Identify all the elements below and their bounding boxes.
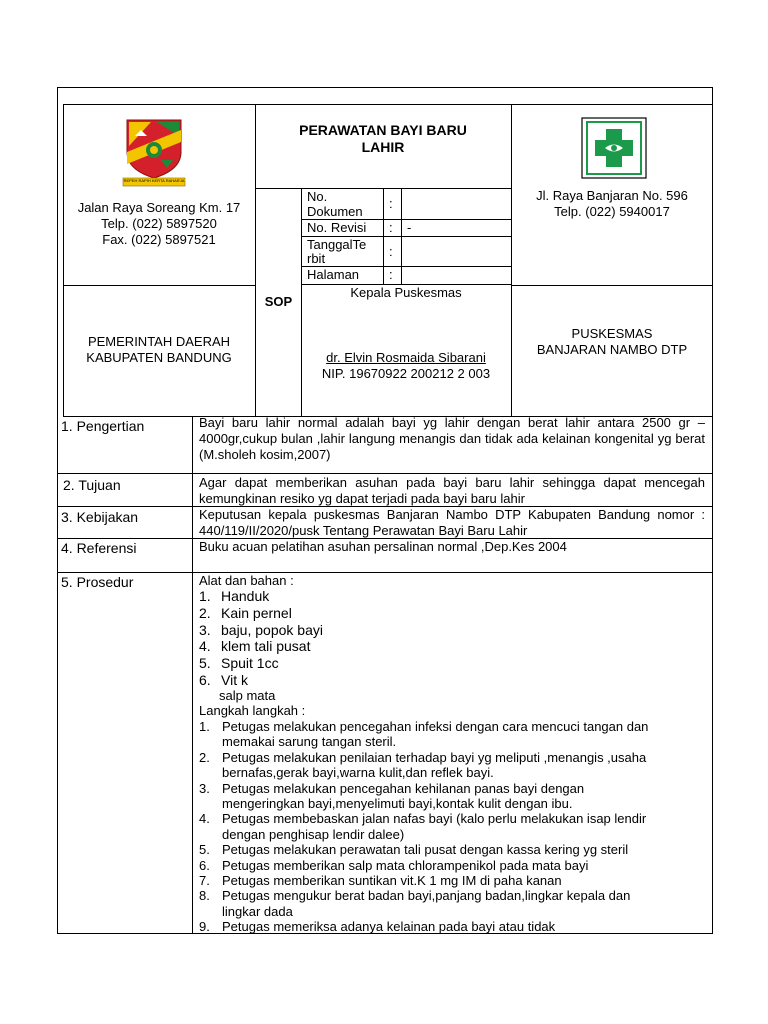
langkah-item-number: 2. (199, 749, 210, 765)
alat-item-number: 6. (199, 672, 211, 688)
header-top-line (63, 104, 713, 105)
body-label-col (192, 416, 193, 934)
section-text-tujuan: Agar dapat memberikan asuhan pada bayi baru lahir sehingga dapat mencegah kemungkinan resiko yg dapat terjadi pada bayi baru lahir (199, 475, 705, 506)
langkah-item-line: Petugas memberikan suntikan vit.K 1 mg IM di paha kanan (222, 873, 562, 888)
header-col-2 (511, 104, 512, 416)
section-label-pengertian: 1. Pengertian (61, 418, 145, 434)
docfield-colon-4: : (389, 267, 393, 282)
outer-left-border (57, 87, 58, 934)
alat-item: baju, popok bayi (221, 621, 323, 638)
docfield-label-halaman: Halaman (307, 267, 360, 282)
docfield-label-no-revisi: No. Revisi (307, 220, 367, 235)
alat-item-number: 5. (199, 655, 211, 672)
alat-item: klem tali pusat (221, 638, 311, 655)
header-mid-left (63, 285, 256, 286)
docfield-colon-3: : (389, 244, 393, 259)
docfield-colon-col-right (401, 188, 402, 285)
langkah-item-number: 5. (199, 842, 210, 858)
left-org-line-1: PEMERINTAH DAERAH (87, 334, 231, 349)
langkah-item-line: lingkar dada (222, 903, 293, 919)
prosedur-alat-heading: Alat dan bahan : (199, 573, 294, 588)
row-line-1 (57, 473, 713, 474)
header-mid-right (511, 285, 713, 286)
section-label-prosedur: 5. Prosedur (61, 574, 134, 590)
alat-item-number: 2. (199, 604, 211, 621)
langkah-item-number: 4. (199, 811, 210, 827)
langkah-item-line: Petugas melakukan pencegahan infeksi dengan cara mencuci tangan dan (222, 719, 649, 734)
page-title-line-1: PERAWATAN BAYI BARU (299, 122, 467, 138)
section-label-tujuan: 2. Tujuan (63, 477, 121, 493)
langkah-item-number: 3. (199, 780, 210, 796)
langkah-item-line: dengan penghisap lendir dalee) (222, 826, 405, 842)
left-address-line-1: Jalan Raya Soreang Km. 17 (77, 200, 241, 215)
logo-banner-text: REPEH RAPIH KERTA RAHARJA (123, 178, 185, 183)
header-left-edge (63, 104, 64, 416)
puskesmas-logo (581, 117, 647, 179)
alat-item: Kain pernel (221, 604, 292, 621)
right-org-line-2: BANJARAN NAMBO DTP (536, 342, 688, 357)
langkah-item-line: Petugas melakukan pencegahan kehilanan panas bayi dengan (222, 780, 585, 796)
docfield-label-tanggal-2: rbit (307, 251, 326, 266)
left-address-line-3: Fax. (022) 5897521 (102, 232, 216, 247)
alat-item-number: 3. (199, 621, 211, 638)
langkah-item-number: 9. (199, 919, 210, 935)
langkah-item-line: Petugas mengukur berat badan bayi,panjang badan,lingkar kepala dan (222, 888, 631, 904)
section-text-referensi: Buku acuan pelatihan asuhan persalinan normal ,Dep.Kes 2004 (199, 539, 567, 554)
docfield-value-2: - (407, 220, 412, 235)
right-address-line-1: Jl. Raya Banjaran No. 596 (536, 188, 688, 203)
prosedur-alat-extra: salp mata (219, 688, 276, 703)
outer-top-border (57, 87, 713, 88)
langkah-item-line: Petugas memberikan salp mata chlorampenikol pada mata bayi (222, 857, 589, 873)
alat-item: Handuk (221, 588, 270, 604)
langkah-item-line: Petugas memeriksa adanya kelainan pada bayi atau tidak (222, 919, 556, 935)
docfield-label-no-dokumen-1: No. (307, 189, 328, 204)
right-org-line-1: PUSKESMAS (571, 326, 653, 341)
langkah-item-line: Petugas melakukan perawatan tali pusat dengan kassa kering yg steril (222, 842, 629, 858)
left-address-line-2: Telp. (022) 5897520 (101, 216, 217, 231)
docfield-colon-col-left (383, 188, 384, 285)
langkah-item-number: 8. (199, 888, 210, 904)
langkah-item-line: memakai sarung tangan steril. (222, 734, 397, 750)
section-text-pengertian: Bayi baru lahir normal adalah bayi yg lahir dengan berat lahir antara 2500 gr – 4000gr,cukup bulan ,lahir langung menangis dan tidak ada kelainan kongenital yg berat (M.sholeh kosim,2007) (199, 415, 705, 462)
sop-label: SOP (264, 294, 293, 309)
section-text-kebijakan: Keputusan kepala puskesmas Banjaran Nambo DTP Kabupaten Bandung nomor : 440/119/II/2020/pusk Tentang Perawatan Bayi Baru Lahir (199, 507, 705, 538)
page-title-line-2: LAHIR (361, 139, 405, 155)
langkah-item-line: mengeringkan bayi,menyelimuti bayi,kontak kulit dengan ibu. (222, 796, 573, 811)
left-org-line-2: KABUPATEN BANDUNG (86, 350, 232, 365)
section-label-kebijakan: 3. Kebijakan (61, 509, 139, 525)
alat-item: Vit k (221, 672, 248, 688)
langkah-item-line: bernafas,gerak bayi,warna kulit,dan reflek bayi. (222, 765, 494, 781)
signer-name: dr. Elvin Rosmaida Sibarani (326, 350, 486, 365)
row-line-4 (57, 572, 713, 573)
docfield-colon-2: : (389, 220, 393, 235)
langkah-item-number: 6. (199, 857, 210, 873)
langkah-item-number: 1. (199, 719, 210, 734)
langkah-item-number: 7. (199, 873, 210, 888)
alat-item-number: 1. (199, 588, 211, 604)
right-address-line-2: Telp. (022) 5940017 (554, 204, 670, 219)
alat-item: Spuit 1cc (221, 655, 279, 672)
docfield-label-tanggal-1: TanggalTe (307, 237, 367, 252)
signer-title: Kepala Puskesmas (350, 285, 462, 300)
langkah-item-line: Petugas membebaskan jalan nafas bayi (kalo perlu melakukan isap lendir (222, 811, 647, 827)
section-label-referensi: 4. Referensi (61, 540, 137, 556)
prosedur-langkah-heading: Langkah langkah : (199, 703, 306, 718)
alat-item-number: 4. (199, 638, 211, 655)
docfield-label-no-dokumen-2: Dokumen (307, 204, 363, 219)
langkah-item-line: Petugas melakukan penilaian terhadap bayi yg meliputi ,menangis ,usaha (222, 749, 647, 765)
signer-nip: NIP. 19670922 200212 2 003 (321, 366, 491, 381)
docfield-colon-1: : (389, 196, 393, 211)
